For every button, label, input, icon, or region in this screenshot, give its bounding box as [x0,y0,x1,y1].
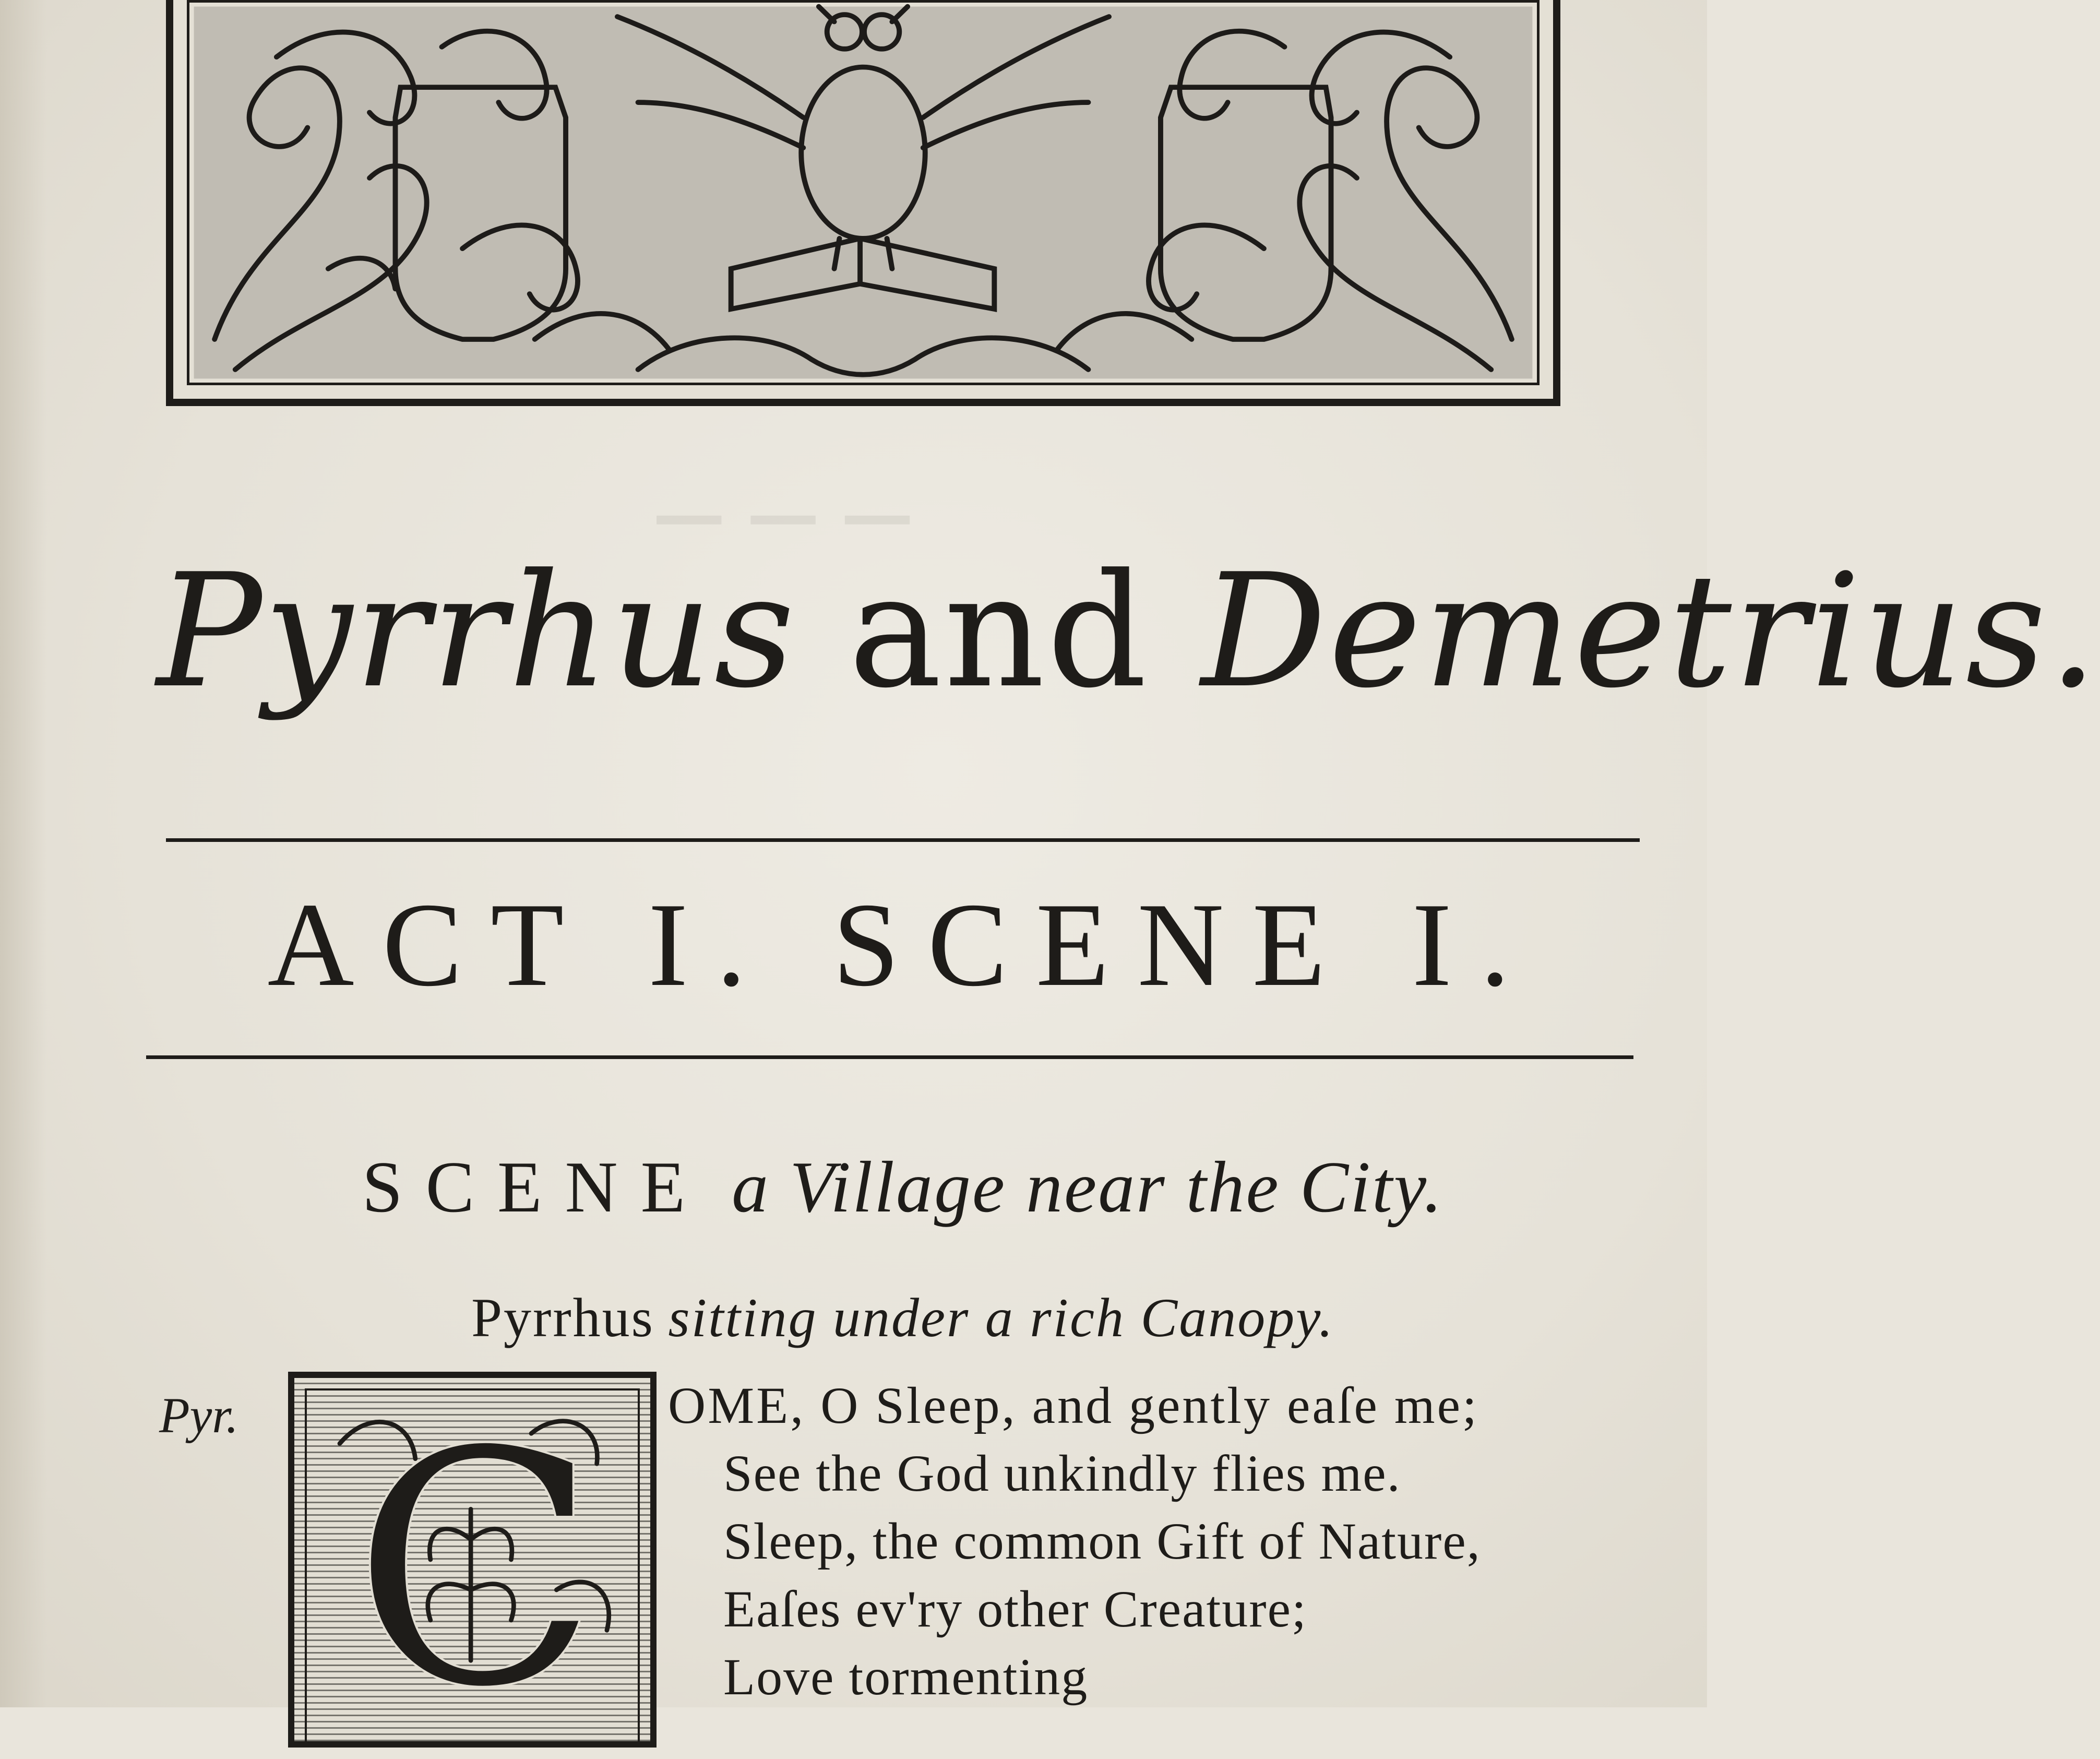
verse-line: Love tormenting [723,1648,1089,1706]
speaker-label: Pyr. [159,1387,238,1443]
show-through-shading: ─── [626,459,909,581]
initial-letter: C [352,1383,600,1759]
stage-direction-text: sitting under a rich Canopy. [668,1287,1334,1348]
decorated-initial [288,1372,657,1759]
scene-setting [157,1143,1649,1232]
title-and: and [848,540,1150,722]
verse-line: See the God unkindly flies me. [723,1444,1401,1502]
owl-headpiece-icon [173,0,1553,399]
scene-setting-text: a Village near the City. [732,1147,1444,1228]
top-rule [166,838,1640,842]
scene-setting-label: SCENE [362,1147,709,1228]
verse-block [668,1372,1481,1711]
act-scene-heading: ACT I. SCENE I. [267,878,1538,1011]
verse-line: OME, O Sleep, and gently eaſe me; [668,1376,1479,1434]
verse-line: Sleep, the common Gift of Nature, [723,1512,1481,1570]
play-title [157,540,2100,722]
verse-line: Eaſes ev'ry other Creature; [723,1580,1307,1638]
stage-direction [157,1284,1649,1352]
title-demetrius: Demetrius. [1201,540,2100,722]
title-pyrrhus: Pyrrhus [157,540,797,722]
stage-direction-name: Pyrrhus [471,1287,654,1348]
bottom-rule [146,1055,1633,1059]
page-gutter-shadow [0,0,47,1707]
headpiece-ornament [166,0,1560,406]
